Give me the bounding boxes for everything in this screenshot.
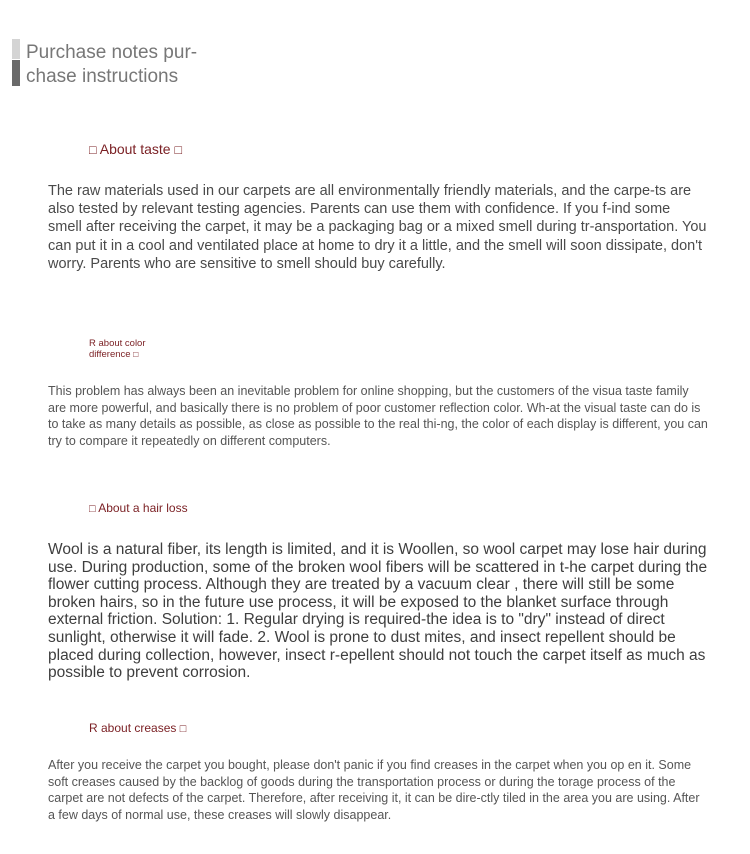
box-icon: □ <box>89 503 96 515</box>
box-icon: □ <box>133 349 139 359</box>
section-heading-creases <box>89 720 186 737</box>
section-body-hair-loss: Wool is a natural fiber, its length is limited, and it is Woollen, so wool carpet may lose hair during use. During production, some of the broken wool fibers will be scattered in t-he carpet during the flower cutting process. Although they are treated by a vacuum clear , there will still be some broken hairs, so in the future use process, it will be exposed to the blanket surface through external friction. Solution: 1. Regular drying is required-the idea is to "dry" instead of direct sunlight, otherwise it will fade. 2. Wool is prone to dust mites, and insect repellent should be placed during collection, however, insect r-epellent should not touch the carpet itself as much as possible to prevent corrosion. <box>48 541 708 682</box>
page-title: Purchase notes pur- chase instructions <box>26 42 198 87</box>
title-accent-bar-dark <box>12 60 20 86</box>
title-block <box>12 39 212 91</box>
section-heading-label: About a hair loss <box>98 501 188 515</box>
section-heading-label: About taste <box>99 141 171 157</box>
section-heading-color-difference <box>89 339 169 360</box>
section-heading-label: R about creases <box>89 721 177 735</box>
section-heading-hair-loss <box>89 500 188 517</box>
section-heading-label: R about color difference <box>89 338 146 360</box>
box-icon: □ <box>179 723 187 735</box>
section-heading-taste <box>89 140 182 159</box>
section-body-creases: After you receive the carpet you bought, please don't panic if you find creases in the carpet when you op en it. Some soft creases caused by the backlog of goods during the transportation process or during the torage process of the carpet are not defects of the carpet. Therefore, after receiving it, it can be dire-ctly tiled in the area you are using. After a few days of normal use, these creases will slowly disappear. <box>48 758 700 822</box>
title-accent-bar-light <box>12 39 20 59</box>
box-icon: □ <box>174 143 183 157</box>
section-body-taste: The raw materials used in our carpets are all environmentally friendly materials, and the carpe-ts are also tested by relevant testing agencies. Parents can use them with confidence. If you f-ind some smell after receiving the carpet, it may be a packaging bag or a mixed smell during tr-ansportation. You can put it in a cool and ventilated place at home to dry it a little, and the smell will soon dissipate, don't worry. Parents who are sensitive to smell should buy carefully. <box>48 183 707 272</box>
section-body-color-difference: This problem has always been an inevitable problem for online shopping, but the customers of the visua taste family are more powerful, and basically there is no problem of poor customer reflection color. Wh-at the visual taste can do is to take as many details as possible, as close as possible to the real thi-ng, the color of each display is different, you can try to compare it repeatedly on different computers. <box>48 384 708 448</box>
box-icon: □ <box>89 143 97 157</box>
